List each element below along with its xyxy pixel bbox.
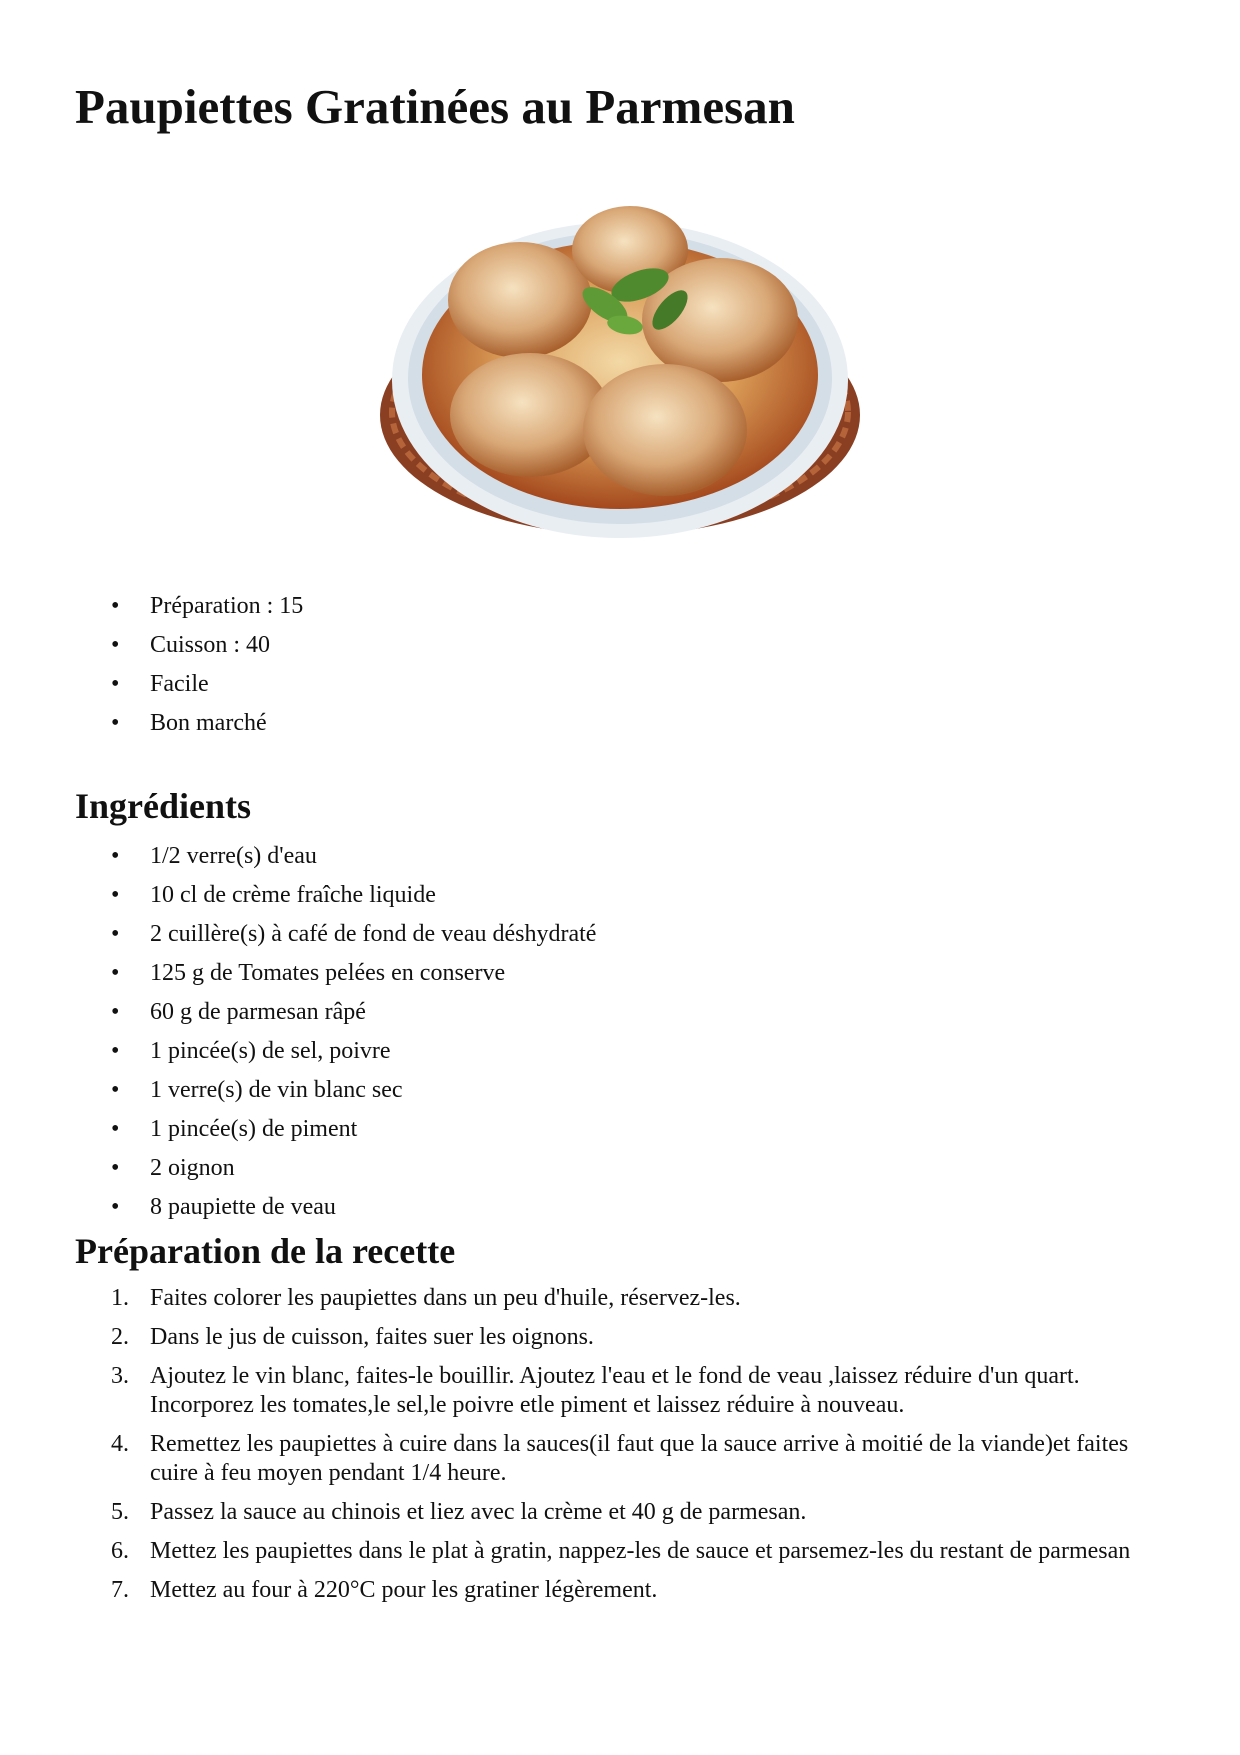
ingredient-item: • 60 g de parmesan râpé	[75, 996, 596, 1035]
step-item	[75, 1537, 1135, 1566]
step-number: 3.	[111, 1363, 129, 1389]
ingredients-heading: Ingrédients	[75, 786, 252, 826]
recipe-photo	[380, 200, 860, 540]
meta-item: • Facile	[75, 668, 303, 707]
step-number: 1.	[111, 1285, 129, 1311]
meta-item: • Bon marché	[75, 707, 303, 746]
step-number: 2.	[111, 1324, 129, 1350]
ingredient-item: • 1/2 verre(s) d'eau	[75, 840, 596, 879]
step-number: 5.	[111, 1499, 129, 1525]
step-text: Ajoutez le vin blanc, faites-le bouillir. Ajoutez l'eau et le fond de veau ,laissez réduire d'un quart. Incorporez les tomates,le sel,le poivre etle piment et laissez réduire à nouveau.	[150, 1363, 1080, 1418]
step-text: Mettez au four à 220°C pour les gratiner légèrement.	[150, 1577, 658, 1603]
preparation-heading: Préparation de la recette	[75, 1231, 456, 1271]
preparation-steps	[75, 1284, 1135, 1615]
step-number: 6.	[111, 1538, 129, 1564]
step-number: 4.	[111, 1431, 129, 1457]
step-text: Faites colorer les paupiettes dans un peu d'huile, réservez-les.	[150, 1285, 741, 1311]
step-text: Dans le jus de cuisson, faites suer les oignons.	[150, 1324, 594, 1350]
step-item	[75, 1576, 1135, 1605]
meta-item: • Cuisson : 40	[75, 629, 303, 668]
ingredient-item: • 10 cl de crème fraîche liquide	[75, 879, 596, 918]
ingredient-item: • 2 oignon	[75, 1152, 596, 1191]
ingredient-item: • 1 pincée(s) de piment	[75, 1113, 596, 1152]
ingredients-list	[75, 840, 596, 1230]
ingredient-item: • 2 cuillère(s) à café de fond de veau déshydraté	[75, 918, 596, 957]
step-item	[75, 1284, 1135, 1313]
step-text: Mettez les paupiettes dans le plat à gratin, nappez-les de sauce et parsemez-les du restant de parmesan	[150, 1538, 1131, 1564]
step-text: Remettez les paupiettes à cuire dans la sauces(il faut que la sauce arrive à moitié de la viande)et faites cuire à feu moyen pendant 1/4 heure.	[150, 1431, 1129, 1486]
ingredient-item: • 1 verre(s) de vin blanc sec	[75, 1074, 596, 1113]
step-item	[75, 1430, 1135, 1488]
ingredient-item: • 1 pincée(s) de sel, poivre	[75, 1035, 596, 1074]
step-item	[75, 1362, 1135, 1420]
recipe-meta-list	[75, 590, 303, 746]
step-number: 7.	[111, 1577, 129, 1603]
step-item	[75, 1323, 1135, 1352]
meta-item: • Préparation : 15	[75, 590, 303, 629]
step-text: Passez la sauce au chinois et liez avec la crème et 40 g de parmesan.	[150, 1499, 807, 1525]
ingredient-item: • 125 g de Tomates pelées en conserve	[75, 957, 596, 996]
page-title: Paupiettes Gratinées au Parmesan	[75, 79, 795, 134]
ingredient-item: • 8 paupiette de veau	[75, 1191, 596, 1230]
step-item	[75, 1498, 1135, 1527]
